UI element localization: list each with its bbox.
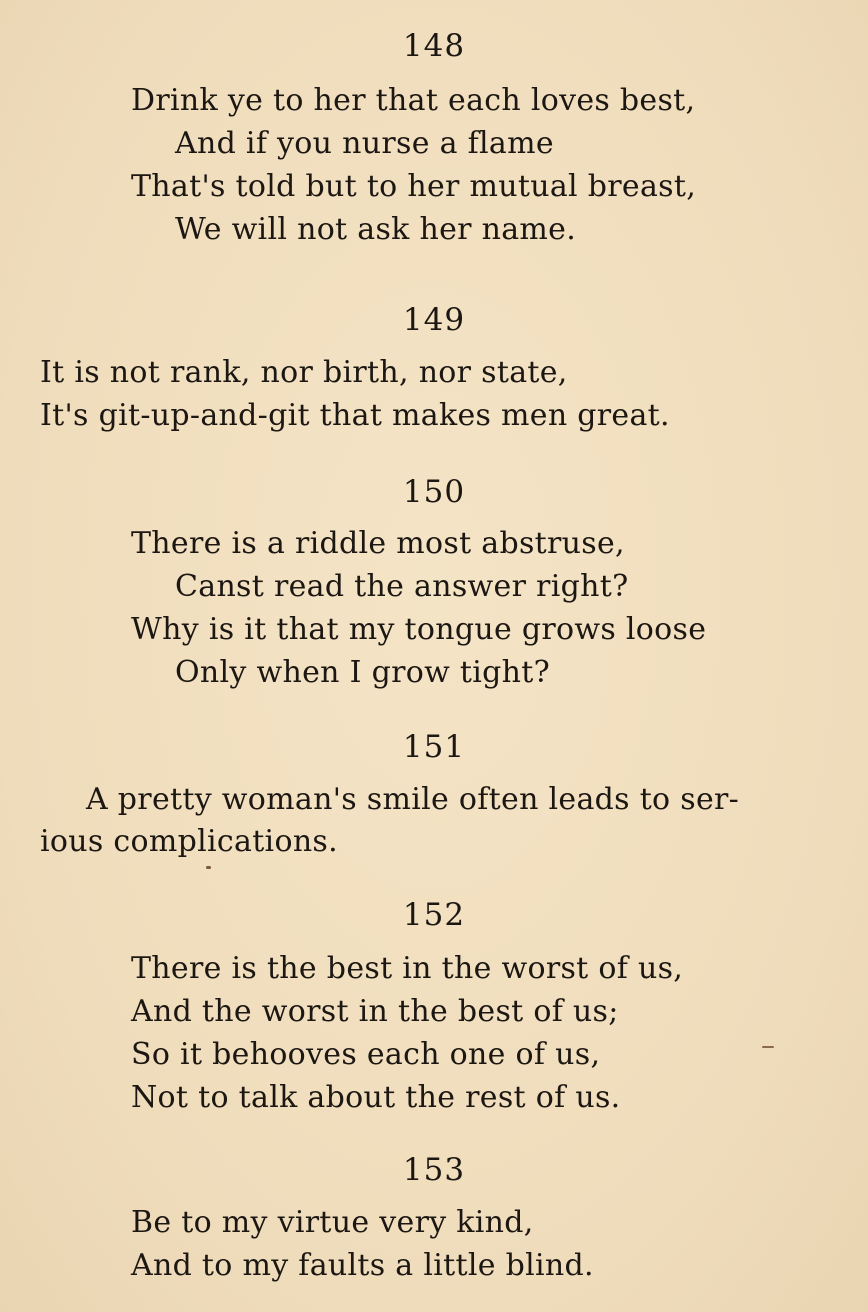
toast-number: 148 [402,28,466,64]
verse-line: And the worst in the best of us; [131,994,619,1029]
toast-number: 151 [402,729,466,765]
verse-line: There is a riddle most abstruse, [131,526,625,561]
verse-line: And to my faults a little blind. [131,1248,594,1283]
paper-speck [762,1046,774,1048]
verse-line: We will not ask her name. [175,212,577,247]
toast-number: 150 [402,474,466,510]
toast-number: 152 [402,897,466,933]
verse-line: ious complications. [40,824,338,859]
verse-line: Only when I grow tight? [175,655,551,690]
toast-number: 153 [402,1152,466,1188]
verse-line: Be to my virtue very kind, [131,1205,534,1240]
toast-number: 149 [402,302,466,338]
verse-line: Not to talk about the rest of us. [131,1080,621,1115]
verse-line: And if you nurse a flame [175,126,554,161]
verse-line: There is the best in the worst of us, [131,951,684,986]
verse-line: A pretty woman's smile often leads to ser- [86,782,740,817]
verse-line: Canst read the answer right? [175,569,629,604]
verse-line: So it behooves each one of us, [131,1037,601,1072]
verse-line: Why is it that my tongue grows loose [131,612,707,647]
paper-speck [206,866,211,869]
verse-line: Drink ye to her that each loves best, [131,83,696,118]
verse-line: It's git-up-and-git that makes men great. [40,398,670,433]
verse-line: That's told but to her mutual breast, [131,169,697,204]
verse-line: It is not rank, nor birth, nor state, [40,355,568,390]
